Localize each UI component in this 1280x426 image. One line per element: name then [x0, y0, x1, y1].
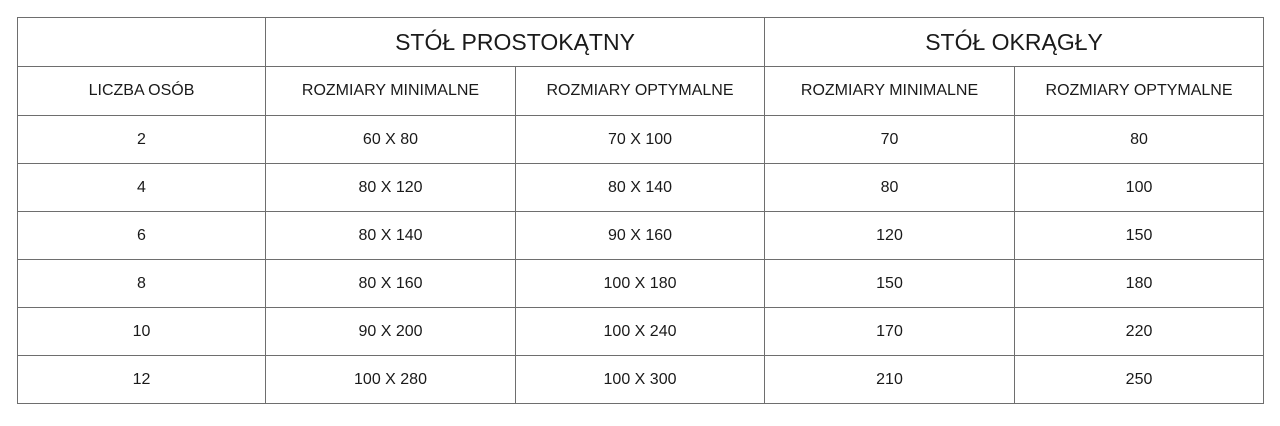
cell-persons: 12: [18, 356, 266, 404]
cell-round-opt: 80: [1015, 116, 1264, 164]
column-header-rect-min: ROZMIARY MINIMALNE: [266, 67, 516, 116]
cell-persons: 10: [18, 308, 266, 356]
cell-round-min: 80: [765, 164, 1015, 212]
cell-round-opt: 100: [1015, 164, 1264, 212]
cell-rect-min: 90 X 200: [266, 308, 516, 356]
cell-round-min: 210: [765, 356, 1015, 404]
cell-rect-opt: 100 X 180: [516, 260, 765, 308]
cell-rect-opt: 100 X 300: [516, 356, 765, 404]
table-row: [18, 308, 1264, 356]
table-row: [18, 212, 1264, 260]
table-row: [18, 356, 1264, 404]
cell-round-min: 70: [765, 116, 1015, 164]
table-row: [18, 260, 1264, 308]
cell-round-min: 150: [765, 260, 1015, 308]
cell-persons: 4: [18, 164, 266, 212]
cell-round-opt: 180: [1015, 260, 1264, 308]
cell-round-min: 120: [765, 212, 1015, 260]
cell-persons: 2: [18, 116, 266, 164]
cell-round-min: 170: [765, 308, 1015, 356]
group-header-round-table: STÓŁ OKRĄGŁY: [765, 18, 1264, 67]
column-header-persons: LICZBA OSÓB: [18, 67, 266, 116]
column-header-round-opt: ROZMIARY OPTYMALNE: [1015, 67, 1264, 116]
cell-round-opt: 220: [1015, 308, 1264, 356]
table-row: [18, 164, 1264, 212]
cell-rect-min: 80 X 160: [266, 260, 516, 308]
column-header-round-min: ROZMIARY MINIMALNE: [765, 67, 1015, 116]
cell-rect-min: 100 X 280: [266, 356, 516, 404]
cell-persons: 6: [18, 212, 266, 260]
table-row: [18, 116, 1264, 164]
table-sizes-table: [17, 17, 1264, 404]
group-header-empty: [18, 18, 266, 67]
cell-rect-opt: 90 X 160: [516, 212, 765, 260]
cell-persons: 8: [18, 260, 266, 308]
column-header-rect-opt: ROZMIARY OPTYMALNE: [516, 67, 765, 116]
cell-rect-min: 80 X 140: [266, 212, 516, 260]
group-header-rectangular-table: STÓŁ PROSTOKĄTNY: [266, 18, 765, 67]
column-header-row: [18, 67, 1264, 116]
cell-rect-opt: 70 X 100: [516, 116, 765, 164]
cell-rect-min: 60 X 80: [266, 116, 516, 164]
cell-rect-opt: 100 X 240: [516, 308, 765, 356]
cell-round-opt: 250: [1015, 356, 1264, 404]
cell-rect-opt: 80 X 140: [516, 164, 765, 212]
cell-rect-min: 80 X 120: [266, 164, 516, 212]
cell-round-opt: 150: [1015, 212, 1264, 260]
group-header-row: [18, 18, 1264, 67]
